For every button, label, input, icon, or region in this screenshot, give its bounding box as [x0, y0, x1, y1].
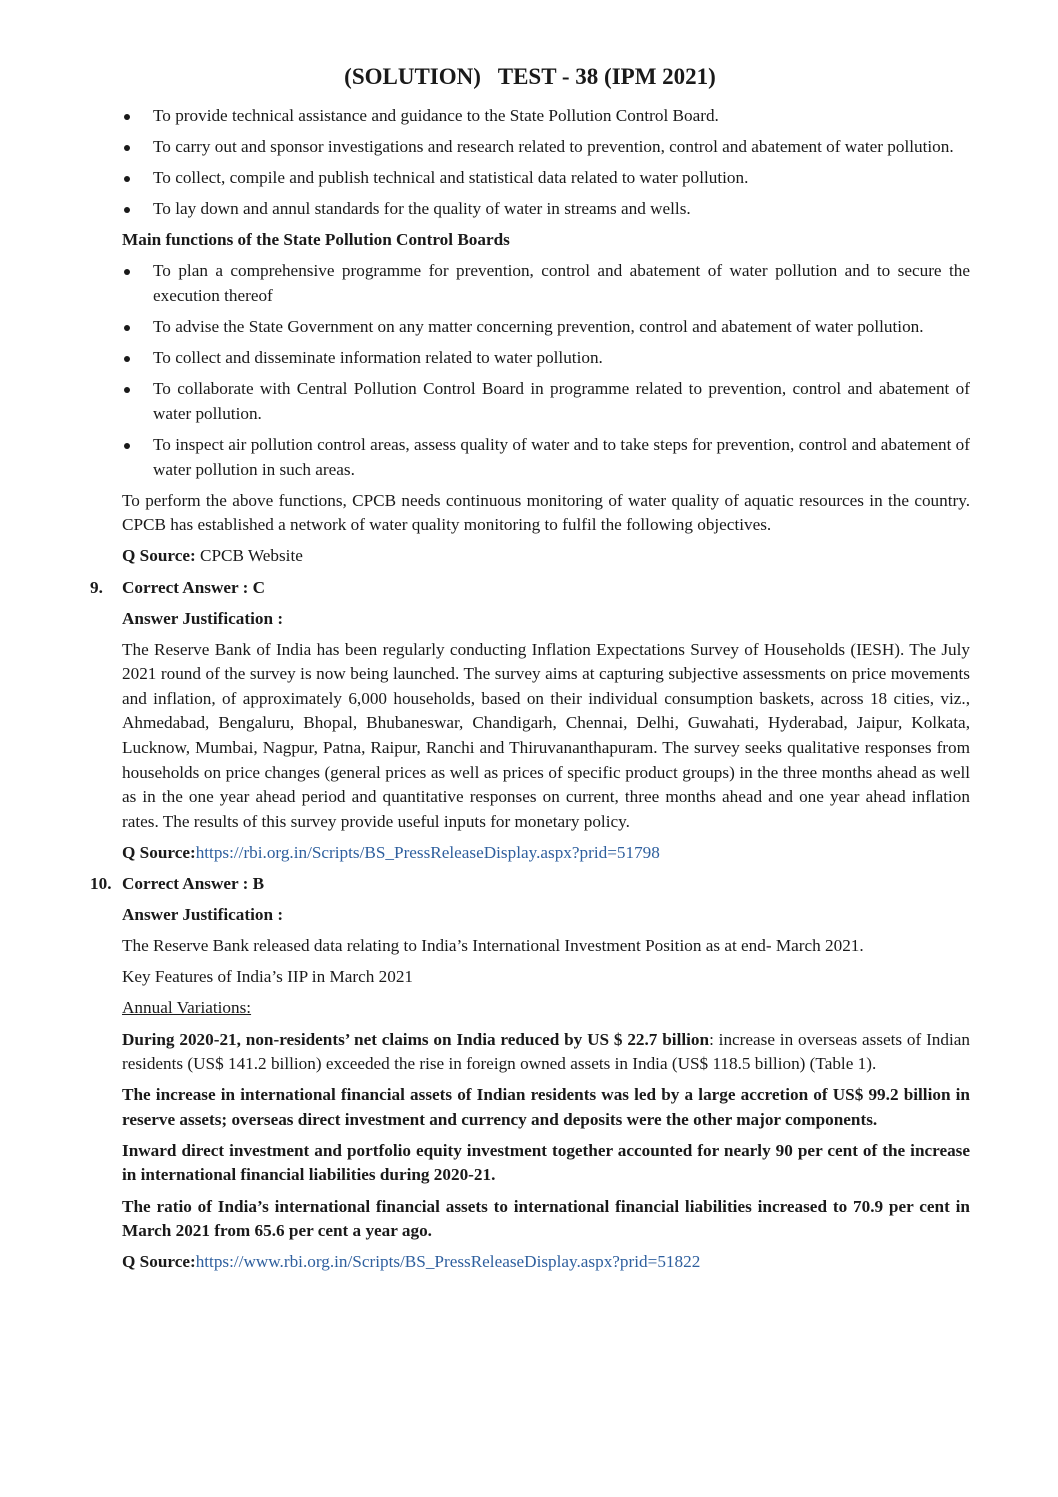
list-item: To advise the State Government on any matter concerning prevention, control and abatement of water pollution. [90, 315, 970, 340]
q10-variations-heading: Annual Variations: [122, 998, 252, 1018]
bullet-icon [124, 114, 130, 120]
bullet-icon [124, 325, 130, 331]
list-item: To collaborate with Central Pollution Control Board in programme related to prevention, control and abatement of water pollution. [90, 377, 970, 426]
bullet-icon [124, 176, 130, 182]
q10-intro: The Reserve Bank released data relating to India’s International Investment Position as at end- March 2021. [122, 936, 864, 956]
correct-answer: Correct Answer : C [122, 577, 266, 597]
q9-answer [90, 576, 970, 601]
justification-label: Answer Justification : [122, 608, 284, 628]
bullet-icon [124, 387, 130, 393]
q9-justification-body: The Reserve Bank of India has been regularly conducting Inflation Expectations Survey of Households (IESH). The July 2021 round of the survey is now being launched. The survey aims at capturing subjective assessments on price movements and inflation, of approximately 6,000 households, based on their individual consumption baskets, across 18 cities, viz., Ahmedabad, Bengaluru, Bhopal, Bhubaneswar, Chandigarh, Chennai, Delhi, Guwahati, Hyderabad, Jaipur, Kolkata, Lucknow, Mumbai, Nagpur, Patna, Raipur, Ranchi and Thiruvananthapuram. The survey seeks qualitative responses from households on price changes (general prices as well as prices of specific product groups) in the three months ahead as well as in the one year ahead period and quantitative responses on current, three months ahead and one year ahead inflation rates. The results of this survey provide useful inputs for monetary policy. [122, 639, 970, 831]
source-text: CPCB Website [195, 546, 303, 566]
source-label: Q Source: [122, 546, 196, 566]
bullet-icon [124, 145, 130, 151]
list-item: To collect and disseminate information related to water pollution. [90, 346, 970, 371]
bullet-icon [124, 443, 130, 449]
spcb-functions-list [90, 259, 970, 482]
spcb-closing-paragraph: To perform the above functions, CPCB needs continuous monitoring of water quality of aquatic resources in the country. CPCB has established a network of water quality monitoring to fulfil the following objectives. [122, 490, 970, 535]
list-item: To plan a comprehensive programme for prevention, control and abatement of water pollution and to secure the execution thereof [90, 259, 970, 308]
q10-para-3: Inward direct investment and portfolio equity investment together accounted for nearly 90 per cent of the increase in international financial liabilities during 2020-21. [122, 1140, 970, 1185]
list-item: To lay down and annul standards for the quality of water in streams and wells. [90, 197, 970, 222]
q10-para-4: The ratio of India’s international financial assets to international financial liabilities increased to 70.9 per cent in March 2021 from 65.6 per cent a year ago. [122, 1196, 970, 1241]
bullet-icon [124, 356, 130, 362]
q8-source [122, 544, 970, 569]
q9-source [122, 841, 970, 866]
q10-source [122, 1250, 970, 1275]
source-link[interactable]: https://www.rbi.org.in/Scripts/BS_PressReleaseDisplay.aspx?prid=51822 [195, 1252, 701, 1272]
list-item: To inspect air pollution control areas, assess quality of water and to take steps for prevention, control and abatement of water pollution in such areas. [90, 433, 970, 482]
list-item: To provide technical assistance and guidance to the State Pollution Control Board. [90, 104, 970, 129]
source-link[interactable]: https://rbi.org.in/Scripts/BS_PressReleaseDisplay.aspx?prid=51798 [195, 842, 660, 862]
list-item: To collect, compile and publish technical and statistical data related to water pollution. [90, 166, 970, 191]
cpcb-functions-list [90, 104, 970, 222]
source-label: Q Source: [122, 1252, 196, 1272]
question-number: 9. [90, 577, 103, 597]
source-label: Q Source: [122, 842, 196, 862]
list-item: To carry out and sponsor investigations and research related to prevention, control and abatement of water pollution. [90, 135, 970, 160]
justification-label: Answer Justification : [122, 905, 284, 925]
bullet-icon [124, 207, 130, 213]
q10-para-1: During 2020-21, non-residents’ net claims on India reduced by US $ 22.7 billion: increase in overseas assets of Indian residents (US$ 141.2 billion) exceeded the rise in foreign owned assets in India (US$ 118.5 billion) (Table 1). [122, 1029, 970, 1074]
page-title: (SOLUTION) TEST - 38 (IPM 2021) [344, 64, 716, 89]
question-number: 10. [90, 874, 112, 894]
q10-para-2: The increase in international financial assets of Indian residents was led by a large accretion of US$ 99.2 billion in reserve assets; overseas direct investment and currency and deposits were the other major components. [122, 1085, 970, 1129]
q10-answer [90, 872, 970, 897]
bullet-icon [124, 269, 130, 275]
correct-answer: Correct Answer : B [122, 874, 265, 894]
q10-features-heading: Key Features of India’s IIP in March 2021 [122, 967, 414, 987]
spcb-heading: Main functions of the State Pollution Control Boards [122, 230, 510, 250]
